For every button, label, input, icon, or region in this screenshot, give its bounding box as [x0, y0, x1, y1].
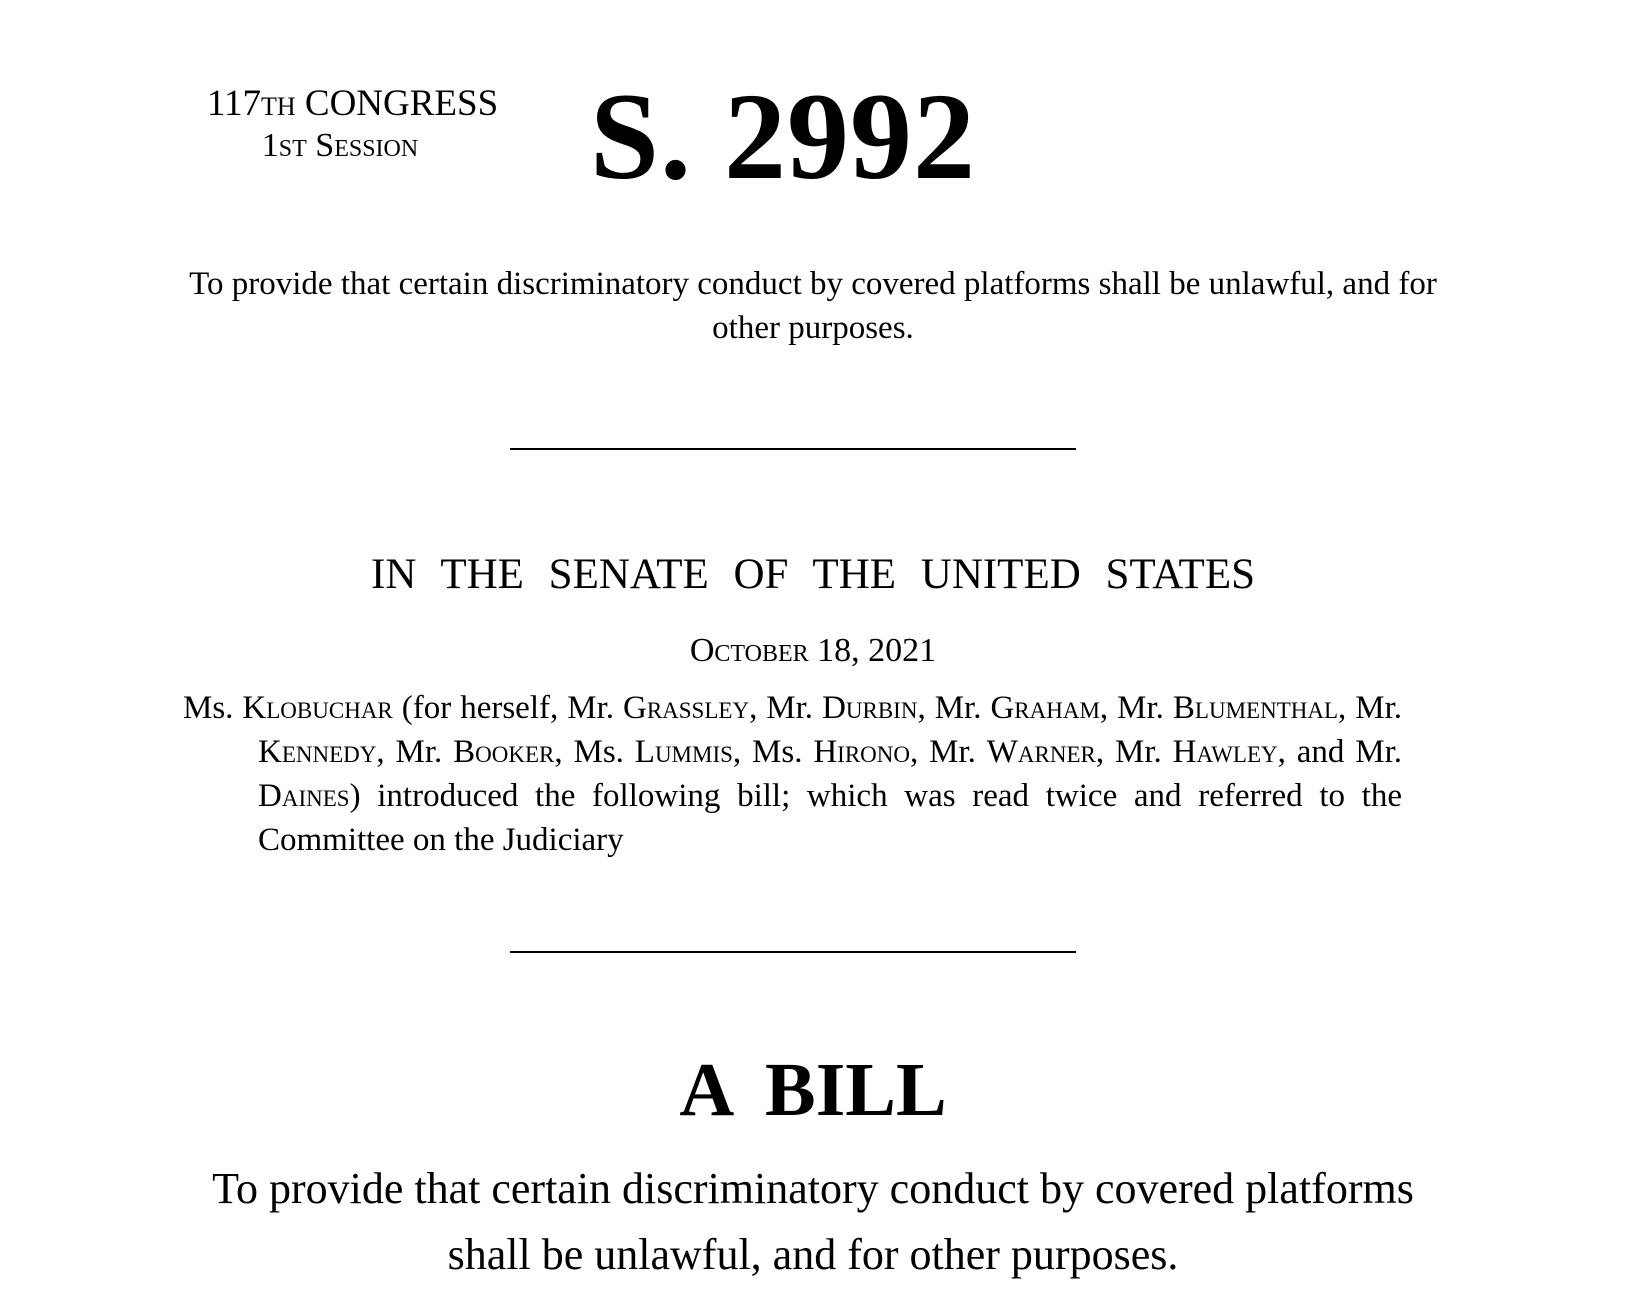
sponsor-text: , Ms.: [554, 734, 635, 770]
sponsor-name: Hirono: [813, 734, 910, 770]
congress-suffix: th: [260, 83, 296, 124]
introduction-date: October 18, 2021: [689, 632, 937, 669]
sponsors-paragraph: [183, 686, 1402, 862]
short-title: To provide that certain discriminatory conduct by covered platforms shall be unlawful, and for other purposes.: [189, 266, 1437, 346]
congress-word: CONGRESS: [304, 83, 499, 124]
sponsor-text: , Mr.: [910, 734, 987, 770]
sponsor-text: Ms.: [183, 690, 243, 726]
sponsor-name: Graham: [990, 690, 1100, 726]
sponsor-text: , Mr.: [1095, 734, 1173, 770]
sponsor-text: (for herself, Mr.: [392, 690, 623, 726]
bill-heading: A BILL: [679, 1048, 947, 1132]
divider-rule-bottom: [510, 951, 1076, 953]
divider-rule-top: [510, 448, 1076, 450]
sponsor-text: , Mr.: [1338, 690, 1403, 726]
sponsor-text: ) introduced the following bill; which was read twice and referred to the Committee on the Judiciary: [258, 778, 1402, 858]
sponsor-name: Booker: [453, 734, 555, 770]
congress-line: [180, 84, 525, 124]
session-suffix: st: [278, 127, 307, 164]
sponsor-name: Grassley: [622, 690, 750, 726]
sponsor-text: , Mr.: [1099, 690, 1173, 726]
sponsor-text: , Mr.: [917, 690, 991, 726]
long-title: To provide that certain discriminatory conduct by covered platforms shall be unlawful, and for other purposes.: [212, 1164, 1414, 1279]
sponsor-name: Hawley: [1172, 734, 1278, 770]
session-word: Session: [315, 127, 419, 164]
congress-number: 117: [206, 83, 261, 124]
sponsor-name: Warner: [986, 734, 1096, 770]
session-line: [180, 128, 500, 164]
sponsor-name: Daines: [258, 778, 350, 814]
sponsor-text: , Mr.: [376, 734, 454, 770]
sponsor-name: Kennedy: [258, 734, 377, 770]
bill-number: S. 2992: [590, 68, 976, 205]
sponsor-name: Klobuchar: [242, 690, 393, 726]
sponsor-name: Durbin: [822, 690, 918, 726]
sponsor-name: Blumenthal: [1172, 690, 1339, 726]
sponsor-text: , Ms.: [732, 734, 814, 770]
session-number: 1: [261, 127, 279, 164]
chamber-heading: IN THE SENATE OF THE UNITED STATES: [371, 551, 1255, 598]
sponsor-name: Lummis: [634, 734, 733, 770]
sponsor-text: , Mr.: [749, 690, 823, 726]
sponsor-text: , and Mr.: [1277, 734, 1403, 770]
